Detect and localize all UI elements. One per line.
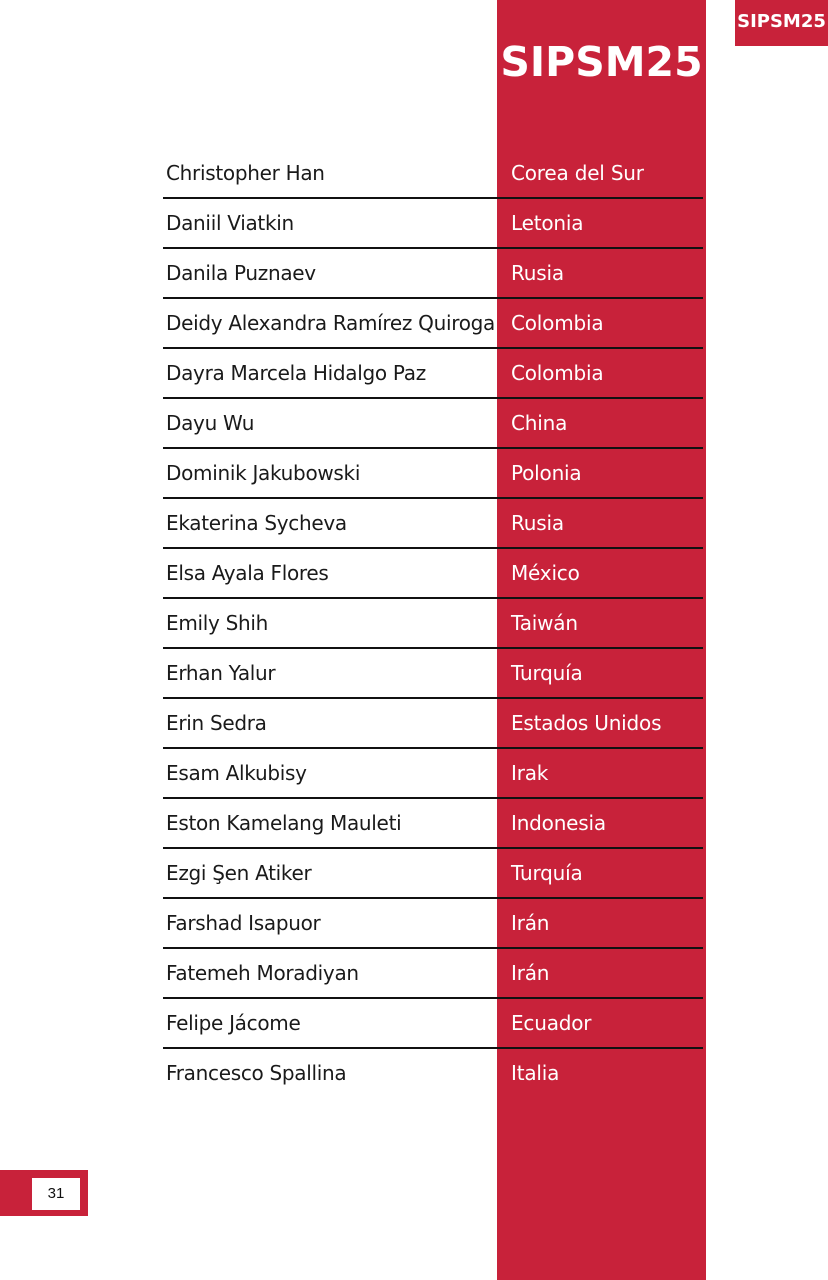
participant-country: Colombia	[511, 361, 604, 385]
list-item	[163, 499, 703, 549]
participant-country: Italia	[511, 1061, 560, 1085]
list-item	[163, 799, 703, 849]
list-item	[163, 749, 703, 799]
list-item	[163, 649, 703, 699]
participant-name: Dayra Marcela Hidalgo Paz	[166, 361, 426, 385]
participant-name: Erhan Yalur	[166, 661, 276, 685]
page-number: 31	[32, 1178, 80, 1210]
list-item	[163, 849, 703, 899]
participant-country: México	[511, 561, 580, 585]
participant-name: Eston Kamelang Mauleti	[166, 811, 402, 835]
participant-country: Ecuador	[511, 1011, 592, 1035]
participant-country: Turquía	[511, 661, 583, 685]
participant-country: Irán	[511, 961, 550, 985]
list-item	[163, 449, 703, 499]
participant-name: Danila Puznaev	[166, 261, 316, 285]
participant-country: Colombia	[511, 311, 604, 335]
participant-country: Indonesia	[511, 811, 606, 835]
list-item	[163, 349, 703, 399]
participant-name: Francesco Spallina	[166, 1061, 347, 1085]
participant-name: Dayu Wu	[166, 411, 255, 435]
list-item	[163, 199, 703, 249]
participant-name: Elsa Ayala Flores	[166, 561, 329, 585]
participant-name: Ezgi Şen Atiker	[166, 861, 312, 885]
participant-country: Irán	[511, 911, 550, 935]
participant-name: Erin Sedra	[166, 711, 267, 735]
participant-country: Rusia	[511, 261, 564, 285]
participant-country: Rusia	[511, 511, 564, 535]
participant-name: Christopher Han	[166, 161, 325, 185]
participant-name: Esam Alkubisy	[166, 761, 307, 785]
list-item	[163, 1049, 703, 1097]
list-item	[163, 949, 703, 999]
page-logo: SIPSM25	[500, 38, 703, 86]
list-item	[163, 599, 703, 649]
participant-country: Turquía	[511, 861, 583, 885]
participant-name: Fatemeh Moradiyan	[166, 961, 359, 985]
participant-name: Felipe Jácome	[166, 1011, 301, 1035]
list-item	[163, 149, 703, 199]
participant-name: Farshad Isapuor	[166, 911, 321, 935]
list-item	[163, 249, 703, 299]
participant-name: Daniil Viatkin	[166, 211, 294, 235]
list-item	[163, 399, 703, 449]
participant-country: Letonia	[511, 211, 584, 235]
participant-list	[163, 149, 703, 1097]
participant-country: Irak	[511, 761, 549, 785]
list-item	[163, 549, 703, 599]
participant-name: Emily Shih	[166, 611, 269, 635]
participant-name: Deidy Alexandra Ramírez Quiroga	[166, 311, 495, 335]
participant-name: Dominik Jakubowski	[166, 461, 361, 485]
list-item	[163, 699, 703, 749]
participant-country: Taiwán	[511, 611, 578, 635]
participant-name: Ekaterina Sycheva	[166, 511, 347, 535]
participant-country: Estados Unidos	[511, 711, 662, 735]
corner-logo: SIPSM25	[737, 11, 826, 32]
participant-country: China	[511, 411, 568, 435]
list-item	[163, 299, 703, 349]
participant-country: Corea del Sur	[511, 161, 644, 185]
list-item	[163, 899, 703, 949]
participant-country: Polonia	[511, 461, 582, 485]
list-item	[163, 999, 703, 1049]
